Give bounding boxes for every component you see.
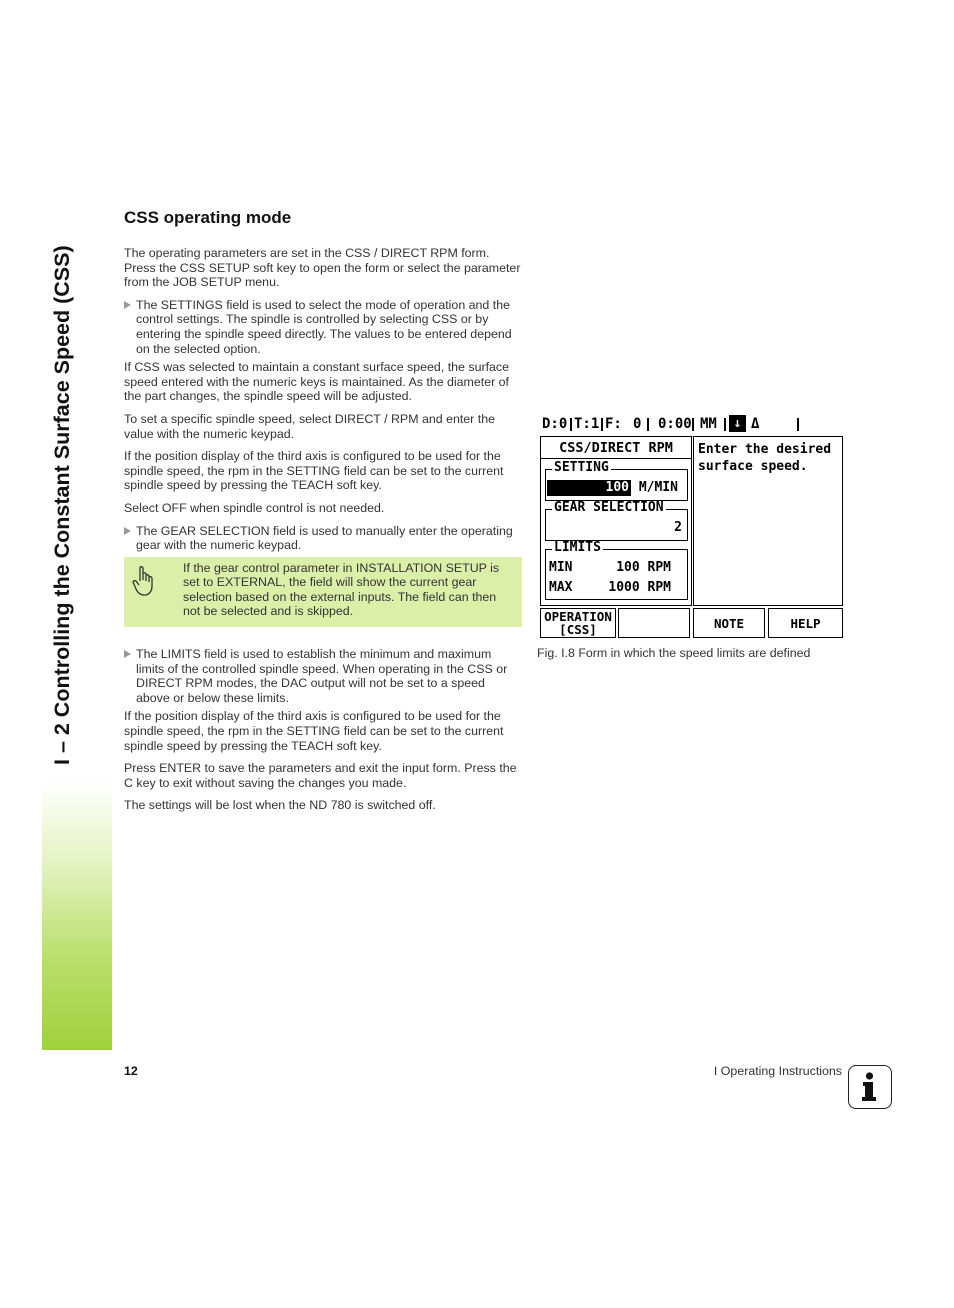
pointing-hand-icon [132, 565, 156, 597]
unit-indicator: MM [700, 416, 717, 432]
help-text-line2: surface speed. [698, 459, 808, 474]
help-panel [693, 436, 843, 606]
limits-group[interactable] [545, 540, 688, 600]
blank-softkey[interactable] [618, 608, 690, 638]
bullet-arrow-icon [124, 527, 131, 535]
delta-icon: Δ [751, 416, 760, 432]
mode-icon: ↓ [729, 415, 746, 432]
section-heading: CSS operating mode [124, 208, 292, 227]
status-bar [540, 414, 843, 434]
min-label: MIN [549, 560, 573, 575]
tool-indicator: T:1 [574, 416, 600, 432]
info-glyph-icon [849, 1066, 890, 1107]
help-text-line1: Enter the desired [698, 442, 832, 457]
datum-indicator: D:0 [542, 416, 568, 432]
third-axis-paragraph-2: If the position display of the third axis is configured to be used for the spindle speed, the rpm in the SETTING field can be set to the current spindle speed by pressing the TEACH soft key. [124, 709, 504, 753]
min-value[interactable]: 100 RPM [616, 560, 671, 575]
setting-label: SETTING [554, 460, 609, 475]
max-value[interactable]: 1000 RPM [608, 580, 671, 595]
timer: 0:00 [658, 416, 692, 432]
bullet-arrow-icon [124, 301, 131, 309]
gear-selection-label: GEAR SELECTION [554, 500, 664, 515]
note-box [124, 557, 522, 627]
max-label: MAX [549, 580, 573, 595]
footer-text: I Operating Instructions [713, 1064, 842, 1078]
gear-bullet: The GEAR SELECTION field is used to manually enter the operating gear with the numeric keypad. [124, 524, 522, 553]
bullet-arrow-icon [124, 650, 131, 658]
limits-bullet: The LIMITS field is used to establish the minimum and maximum limits of the controlled spindle speed. When operating in the CSS or DIRECT RPM modes, the DAC output will not be set to a speed above or below these limits. [124, 647, 522, 705]
main-content [124, 208, 522, 821]
info-icon [848, 1065, 892, 1109]
third-axis-paragraph: If the position display of the third axis is configured to be used for the spindle speed, the rpm in the SETTING field can be set to the current spindle speed by pressing the TEACH soft key. [124, 449, 504, 493]
help-softkey[interactable]: HELP [768, 608, 843, 638]
figure-caption: Fig. I.8 Form in which the speed limits are defined [537, 646, 811, 660]
setting-unit: M/MIN [638, 480, 678, 495]
chapter-title: I – 2 Controlling the Constant Surface Speed (CSS) [50, 245, 74, 765]
nd780-screen [540, 412, 843, 640]
operation-softkey[interactable]: OPERATION [CSS] [540, 608, 616, 638]
page-number: 12 [124, 1064, 138, 1078]
setting-group[interactable] [545, 460, 688, 501]
intro-paragraph: The operating parameters are set in the CSS / DIRECT RPM form. Press the CSS SETUP soft key to open the form or select the parameter from the JOB SETUP menu. [124, 246, 521, 290]
limits-label: LIMITS [554, 540, 601, 555]
settings-lost-paragraph: The settings will be lost when the ND 780 is switched off. [124, 798, 436, 813]
form-title: CSS/DIRECT RPM [559, 440, 673, 456]
gear-selection-value[interactable]: 2 [674, 520, 682, 535]
note-text: If the gear control parameter in INSTALLATION SETUP is set to EXTERNAL, the field will show the current gear selection based on the external inputs. The field can then not be selected and is skipped. [183, 560, 500, 619]
feed-label: F: [605, 416, 622, 432]
direct-paragraph: To set a specific spindle speed, select DIRECT / RPM and enter the value with the numeric keypad. [124, 411, 495, 441]
note-softkey[interactable]: NOTE [693, 608, 765, 638]
css-paragraph: If CSS was selected to maintain a constant surface speed, the surface speed entered with the numeric keys is maintained. As the diameter of the part changes, the spindle speed will be adjusted. [124, 360, 510, 404]
feed-value: 0 [633, 416, 642, 432]
off-paragraph: Select OFF when spindle control is not needed. [124, 500, 385, 515]
gear-selection-group[interactable] [545, 500, 688, 541]
settings-bullet: The SETTINGS field is used to select the mode of operation and the control settings. The spindle is controlled by selecting CSS or by entering the spindle speed directly. The values to be entered depend on the selected option. [124, 298, 522, 356]
enter-paragraph: Press ENTER to save the parameters and exit the input form. Press the C key to exit without saving the changes you made. [124, 761, 517, 790]
setting-value[interactable]: 100 [547, 480, 631, 496]
form-panel [540, 436, 692, 606]
